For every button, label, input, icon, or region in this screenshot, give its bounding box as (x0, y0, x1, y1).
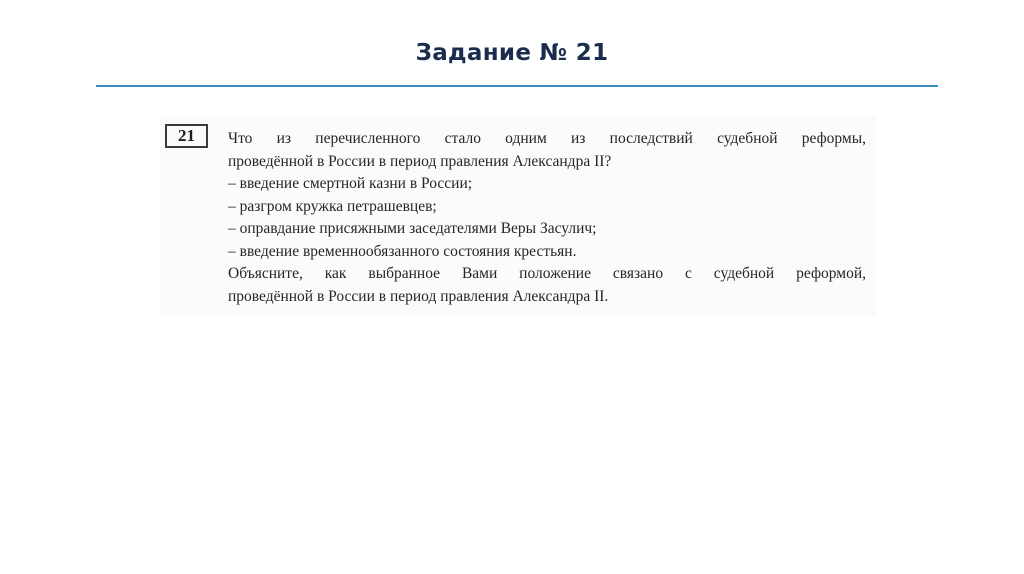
question-line-1: Что из перечисленного стало одним из последствий судебной реформы, (228, 130, 866, 147)
option-4: – введение временнообязанного состояния крестьян. (228, 242, 577, 260)
question-line-2: проведённой в России в период правления Александра II? (228, 152, 612, 170)
option-1: – введение смертной казни в России; (228, 175, 473, 192)
task-text (228, 128, 866, 308)
task-number-box: 21 (165, 124, 208, 148)
instruction-line-1: Объясните, как выбранное Вами положение связано с судебной реформой, (228, 265, 866, 282)
option-2: – разгром кружка петрашевцев; (228, 197, 437, 215)
slide-title: Задание № 21 (415, 40, 609, 66)
task-scan-image (160, 116, 876, 316)
option-3: – оправдание присяжными заседателями Веры Засулич; (228, 220, 597, 237)
instruction-line-2: проведённой в России в период правления Александра II. (228, 287, 609, 305)
title-divider (96, 85, 938, 87)
